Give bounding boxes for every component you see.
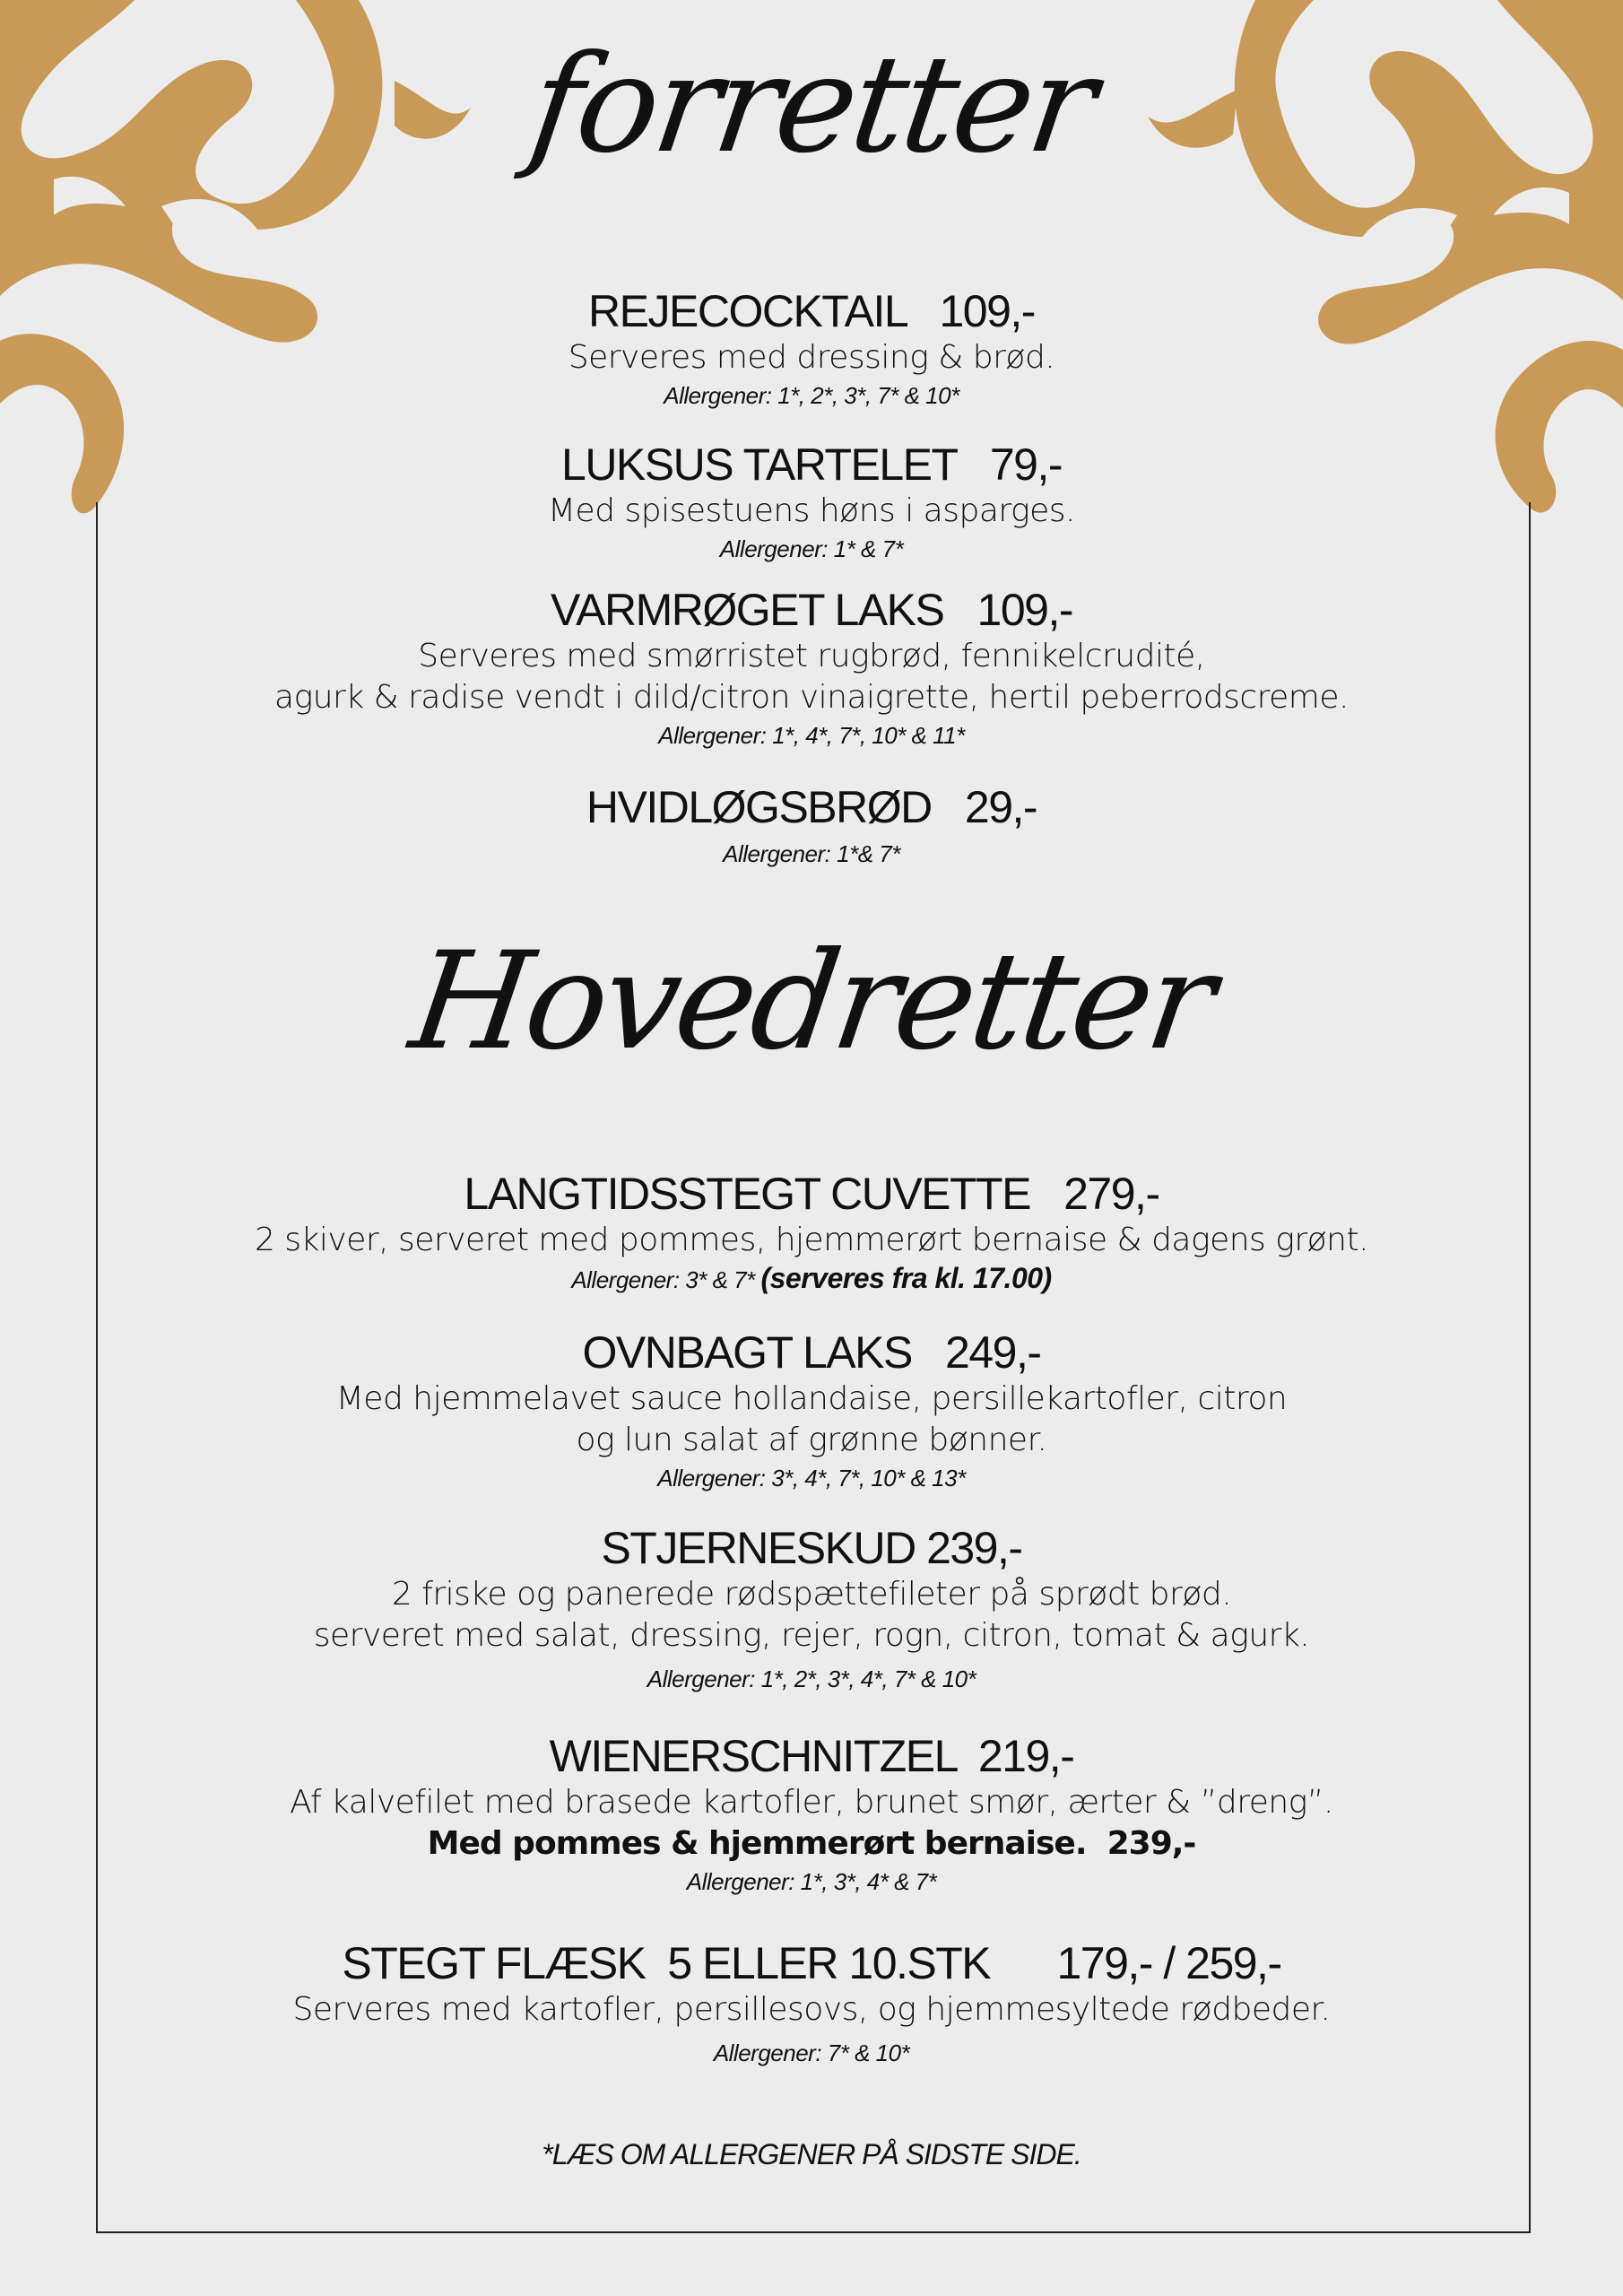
menu-item-hvidlogsbrod [0,781,1623,871]
menu-item-stjerneskud [0,1522,1623,1696]
item-allergens: Allergener: 7* & 10* [713,2039,910,2066]
menu-item-varmroget-laks [0,584,1623,752]
item-description: Serveres med kartofler, persillesovs, og hjemmesyltede rødbeder. [292,1991,1331,2028]
item-description-line1: 2 friske og panerede rødspættefileter på sprødt brød. [391,1576,1232,1613]
item-serving-note: (serveres fra kl. 17.00) [760,1262,1052,1294]
item-name-price: HVIDLØGSBRØD 29,- [586,782,1037,832]
item-name-price: STJERNESKUD 239,- [601,1523,1022,1573]
menu-item-luksus-tartelet [0,439,1623,566]
item-allergens-line [0,1261,1623,1297]
section-title-forretter: forretter [521,27,1102,183]
menu-item-stegt-flaesk [0,1937,1623,2070]
item-allergens: Allergener: 1*, 4*, 7*, 10* & 11* [658,722,965,749]
item-description: Serveres med dressing & brød. [568,339,1055,376]
item-description: 2 skiver, serveret med pommes, hjemmerørt bernaise & dagens grønt. [254,1222,1369,1258]
item-name-price: LUKSUS TARTELET 79,- [561,439,1062,490]
menu-item-rejecocktail [0,285,1623,413]
menu-item-ovnbagt-laks [0,1326,1623,1495]
item-allergens: Allergener: 1* & 7* [719,535,904,562]
item-description: Med spisestuens høns i asparges. [547,492,1076,529]
item-description-line2: agurk & radise vendt i dild/citron vinaigrette, hertil peberrodscreme. [274,679,1349,716]
item-description-line2: og lun salat af grønne bønner. [576,1422,1047,1458]
item-description-line1: Med hjemmelavet sauce hollandaise, persillekartofler, citron [335,1380,1288,1417]
item-description-line2: serveret med salat, dressing, rejer, rogn, citron, tomat & agurk. [313,1617,1310,1654]
item-description: Af kalvefilet med brasede kartofler, brunet smør, ærter & ”dreng”. [290,1784,1333,1821]
menu-item-wienerschnitzel [0,1730,1623,1899]
item-name-price: VARMRØGET LAKS 109,- [550,585,1072,635]
menu-item-langtidsstegt-cuvette [0,1168,1623,1297]
item-name-price: OVNBAGT LAKS 249,- [582,1327,1041,1378]
item-allergens: Allergener: 3*, 4*, 7*, 10* & 13* [657,1465,966,1492]
item-allergens: Allergener: 1*, 2*, 3*, 7* & 10* [664,382,959,409]
allergen-footer-note: *LÆS OM ALLERGENER PÅ SIDSTE SIDE. [542,2138,1081,2170]
item-name-price: WIENERSCHNITZEL 219,- [549,1731,1074,1781]
item-allergens: Allergener: 1*, 2*, 3*, 4*, 7* & 10* [647,1665,976,1692]
item-allergens: Allergener: 1*, 3*, 4* & 7* [686,1868,937,1895]
item-allergens: Allergener: 1*& 7* [723,840,900,867]
item-name-price: REJECOCKTAIL 109,- [588,286,1035,336]
item-name-price: LANGTIDSSTEGT CUVETTE 279,- [464,1169,1159,1219]
item-name-price: STEGT FLÆSK 5 ELLER 10.STK 179,- / 259,- [342,1938,1281,1988]
section-title-hovedretter: Hovedretter [402,924,1221,1080]
item-allergens: Allergener: 3* & 7* [571,1266,755,1293]
item-description-line1: Serveres med smørristet rugbrød, fennikelcrudité, [418,638,1205,674]
item-variant-price: Med pommes & hjemmerørt bernaise. 239,- [427,1825,1196,1862]
